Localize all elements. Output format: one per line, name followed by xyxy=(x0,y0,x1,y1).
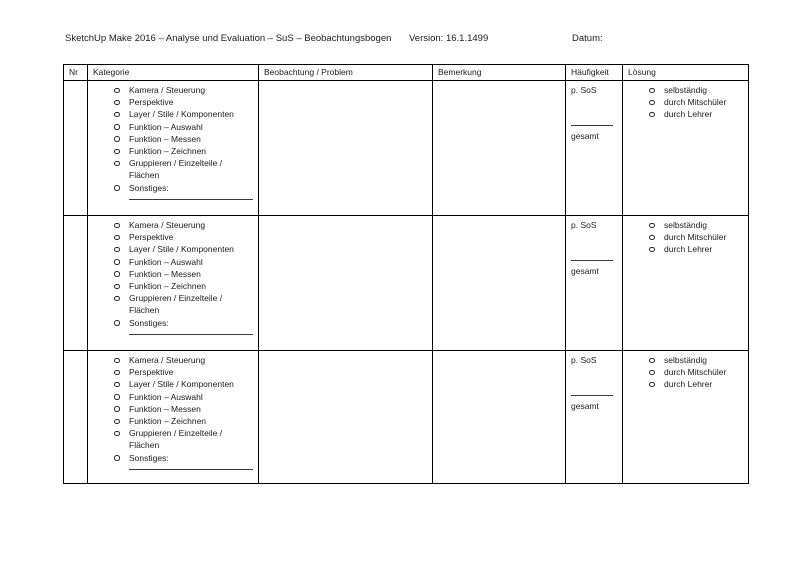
circle-bullet-icon xyxy=(114,358,120,364)
list-item-label: Perspektive xyxy=(129,367,174,378)
bemerkung-cell xyxy=(433,81,566,216)
circle-bullet-icon xyxy=(649,235,655,241)
kategorie-item xyxy=(93,256,253,268)
list-item-label: Funktion – Auswahl xyxy=(129,256,203,267)
loesung-item xyxy=(628,378,743,390)
list-item-label: durch Mitschüler xyxy=(664,232,727,243)
kategorie-item xyxy=(93,427,253,451)
circle-bullet-icon xyxy=(649,370,655,376)
table-header-row xyxy=(64,65,749,81)
loesung-cell xyxy=(623,81,749,216)
circle-bullet-icon xyxy=(114,100,120,106)
circle-bullet-icon xyxy=(114,88,120,94)
loesung-list xyxy=(628,354,743,391)
list-item-label: Kamera / Steuerung xyxy=(129,85,206,95)
kategorie-item xyxy=(93,133,253,145)
circle-bullet-icon xyxy=(649,382,655,388)
loesung-item xyxy=(628,366,743,378)
circle-bullet-icon xyxy=(114,223,120,229)
kategorie-item xyxy=(93,182,253,194)
kategorie-item xyxy=(93,292,253,316)
circle-bullet-icon xyxy=(114,296,120,302)
kategorie-item xyxy=(93,231,253,243)
list-item-label: Perspektive xyxy=(129,97,174,108)
circle-bullet-icon xyxy=(114,112,120,118)
list-item-label: Gruppieren / Einzelteile / Flächen xyxy=(129,158,223,181)
loesung-item xyxy=(628,354,743,366)
loesung-list xyxy=(628,219,743,256)
haeufigkeit-gesamt-label: gesamt xyxy=(571,131,599,142)
circle-bullet-icon xyxy=(114,235,120,241)
list-item-label: Funktion – Messen xyxy=(129,268,201,279)
loesung-item xyxy=(628,243,743,255)
haeufigkeit-gesamt-label: gesamt xyxy=(571,266,599,277)
circle-bullet-icon xyxy=(114,149,120,155)
kategorie-cell xyxy=(88,81,259,216)
list-item-label: Perspektive xyxy=(129,232,174,243)
kategorie-item xyxy=(93,452,253,464)
nr-cell xyxy=(64,81,88,216)
table-row xyxy=(64,216,749,351)
version-label: Version: 16.1.1499 xyxy=(409,33,489,44)
kategorie-item xyxy=(93,354,253,366)
column-header-kategorie: Kategorie xyxy=(88,65,259,81)
list-item-label: Funktion – Auswahl xyxy=(129,391,203,402)
loesung-list xyxy=(628,84,743,121)
loesung-item xyxy=(628,219,743,231)
table-row xyxy=(64,351,749,484)
list-item-label: Sonstiges: xyxy=(129,452,169,463)
list-item-label: Layer / Stile / Komponenten xyxy=(129,244,234,255)
haeufigkeit-psos-label: p. SoS xyxy=(571,220,597,230)
kategorie-item xyxy=(93,84,253,96)
kategorie-item xyxy=(93,317,253,329)
beobachtung-cell xyxy=(259,351,433,484)
list-item-label: Sonstiges: xyxy=(129,317,169,328)
kategorie-item xyxy=(93,96,253,108)
bemerkung-cell xyxy=(433,351,566,484)
list-item-label: durch Mitschüler xyxy=(664,97,727,108)
haeufigkeit-fill-line xyxy=(571,395,613,396)
kategorie-cell xyxy=(88,216,259,351)
circle-bullet-icon xyxy=(114,124,120,130)
kategorie-list xyxy=(93,84,253,194)
column-header-loesung: Lösung xyxy=(623,65,749,81)
list-item-label: Sonstiges: xyxy=(129,182,169,193)
circle-bullet-icon xyxy=(114,382,120,388)
list-item-label: selbständig xyxy=(664,355,708,365)
page-title: SketchUp Make 2016 – Analyse und Evaluation – SuS – Beobachtungsbogen xyxy=(65,33,392,44)
list-item-label: Funktion – Messen xyxy=(129,133,201,144)
beobachtung-cell xyxy=(259,216,433,351)
list-item-label: Funktion – Auswahl xyxy=(129,121,203,132)
list-item-label: selbständig xyxy=(664,85,708,95)
circle-bullet-icon xyxy=(114,455,120,461)
observation-table xyxy=(63,64,749,484)
circle-bullet-icon xyxy=(114,394,120,400)
kategorie-item xyxy=(93,145,253,157)
kategorie-item xyxy=(93,157,253,181)
haeufigkeit-fill-line xyxy=(571,125,613,126)
haeufigkeit-fill-line xyxy=(571,260,613,261)
list-item-label: durch Mitschüler xyxy=(664,367,727,378)
circle-bullet-icon xyxy=(114,259,120,265)
column-header-bemerkung: Bemerkung xyxy=(433,65,566,81)
list-item-label: Funktion – Zeichnen xyxy=(129,146,207,157)
loesung-item xyxy=(628,96,743,108)
bemerkung-cell xyxy=(433,216,566,351)
kategorie-cell xyxy=(88,351,259,484)
table-row xyxy=(64,81,749,216)
haeufigkeit-cell xyxy=(566,351,623,484)
loesung-item xyxy=(628,84,743,96)
loesung-cell xyxy=(623,351,749,484)
kategorie-item xyxy=(93,243,253,255)
sonstiges-fill-line xyxy=(129,199,253,200)
list-item-label: Funktion – Zeichnen xyxy=(129,416,207,427)
circle-bullet-icon xyxy=(114,431,120,437)
kategorie-item xyxy=(93,108,253,120)
kategorie-item xyxy=(93,219,253,231)
kategorie-item xyxy=(93,280,253,292)
column-header-nr: Nr xyxy=(64,65,88,81)
kategorie-item xyxy=(93,121,253,133)
list-item-label: durch Lehrer xyxy=(664,109,713,120)
sonstiges-fill-line xyxy=(129,469,253,470)
kategorie-list xyxy=(93,354,253,464)
column-header-beobachtung: Beobachtung / Problem xyxy=(259,65,433,81)
circle-bullet-icon xyxy=(649,223,655,229)
kategorie-item xyxy=(93,403,253,415)
list-item-label: Funktion – Zeichnen xyxy=(129,281,207,292)
circle-bullet-icon xyxy=(114,136,120,142)
circle-bullet-icon xyxy=(649,100,655,106)
circle-bullet-icon xyxy=(114,271,120,277)
list-item-label: Kamera / Steuerung xyxy=(129,220,206,230)
list-item-label: durch Lehrer xyxy=(664,244,713,255)
beobachtung-cell xyxy=(259,81,433,216)
haeufigkeit-cell xyxy=(566,81,623,216)
circle-bullet-icon xyxy=(114,320,120,326)
circle-bullet-icon xyxy=(114,419,120,425)
circle-bullet-icon xyxy=(114,247,120,253)
date-label: Datum: xyxy=(572,33,603,44)
list-item-label: Layer / Stile / Komponenten xyxy=(129,109,234,120)
circle-bullet-icon xyxy=(114,161,120,167)
kategorie-item xyxy=(93,391,253,403)
nr-cell xyxy=(64,351,88,484)
kategorie-list xyxy=(93,219,253,329)
loesung-cell xyxy=(623,216,749,351)
list-item-label: Layer / Stile / Komponenten xyxy=(129,379,234,390)
column-header-haeufigkeit: Häufigkeit xyxy=(566,65,623,81)
kategorie-item xyxy=(93,366,253,378)
loesung-item xyxy=(628,108,743,120)
list-item-label: Gruppieren / Einzelteile / Flächen xyxy=(129,428,223,451)
haeufigkeit-psos-label: p. SoS xyxy=(571,85,597,95)
list-item-label: selbständig xyxy=(664,220,708,230)
circle-bullet-icon xyxy=(649,112,655,118)
kategorie-item xyxy=(93,378,253,390)
nr-cell xyxy=(64,216,88,351)
circle-bullet-icon xyxy=(649,88,655,94)
sonstiges-fill-line xyxy=(129,334,253,335)
list-item-label: Kamera / Steuerung xyxy=(129,355,206,365)
kategorie-item xyxy=(93,268,253,280)
circle-bullet-icon xyxy=(114,406,120,412)
circle-bullet-icon xyxy=(114,284,120,290)
circle-bullet-icon xyxy=(649,358,655,364)
kategorie-item xyxy=(93,415,253,427)
circle-bullet-icon xyxy=(114,185,120,191)
list-item-label: durch Lehrer xyxy=(664,379,713,390)
haeufigkeit-gesamt-label: gesamt xyxy=(571,401,599,412)
haeufigkeit-cell xyxy=(566,216,623,351)
circle-bullet-icon xyxy=(649,247,655,253)
circle-bullet-icon xyxy=(114,370,120,376)
loesung-item xyxy=(628,231,743,243)
list-item-label: Gruppieren / Einzelteile / Flächen xyxy=(129,293,223,316)
haeufigkeit-psos-label: p. SoS xyxy=(571,355,597,365)
list-item-label: Funktion – Messen xyxy=(129,403,201,414)
